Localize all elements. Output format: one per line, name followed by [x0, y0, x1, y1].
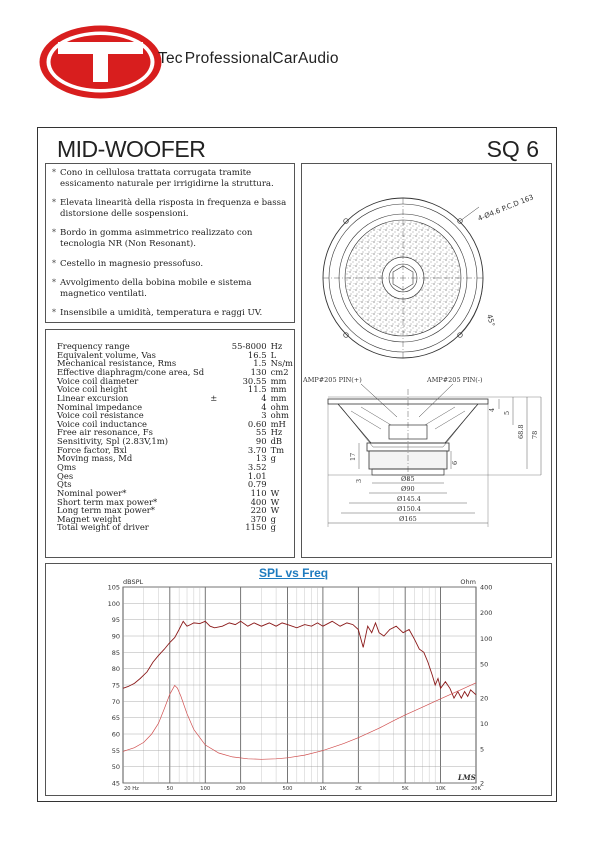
x-tick-label: 20 Hz: [124, 786, 139, 792]
y-tick-label-left: 65: [111, 714, 120, 723]
spec-unit: g: [270, 453, 276, 464]
spec-value: 4: [261, 392, 267, 403]
spec-tolerance: ±: [210, 392, 218, 403]
spec-unit: L: [270, 349, 277, 360]
dim-bottom: Ø145.4: [397, 495, 421, 503]
dim-right: 78: [531, 430, 539, 439]
technical-drawing: [301, 163, 552, 558]
spec-tolerance: [204, 359, 223, 368]
spec-value: 11.5: [247, 384, 267, 395]
spec-unit: mm: [270, 375, 287, 386]
spec-label: Short term max power*: [57, 496, 158, 507]
spec-value: 55: [255, 427, 267, 438]
spec-value: 0.79: [247, 479, 267, 490]
feature-item: * Bordo in gomma asimmetrico realizzato con tecnologia NR (Non Resonant).: [52, 228, 288, 249]
pin-plus-label: AMP#205 PIN(+): [303, 376, 362, 384]
spec-label: Total weight of driver: [57, 522, 149, 533]
y-tick-label-left: 90: [111, 632, 120, 641]
dim-left: 3: [355, 478, 363, 483]
spec-unit: g: [270, 513, 276, 524]
spec-value: 370: [250, 513, 267, 524]
spec-value: 130: [250, 366, 267, 377]
spec-value: 1.01: [247, 470, 267, 481]
y-tick-label-left: 45: [111, 779, 120, 788]
spec-value: 1150: [245, 522, 267, 533]
y-axis-label-right: Ohm: [460, 578, 476, 586]
spec-tolerance: [204, 402, 223, 411]
spec-tolerance: [204, 523, 223, 532]
spec-tolerance: [204, 472, 223, 481]
x-tick-label: 1K: [319, 786, 327, 792]
product-model: SQ 6: [486, 136, 539, 162]
spec-value: 4: [261, 401, 267, 412]
feature-item: * Avvolgimento della bobina mobile e sistema magnetico ventilati.: [52, 278, 288, 299]
spec-tolerance: [204, 489, 223, 498]
x-tick-label: 200: [235, 786, 246, 792]
spec-tolerance: [204, 342, 223, 351]
x-tick-label: 5K: [401, 786, 409, 792]
y-tick-label-left: 95: [111, 616, 120, 625]
spec-label: Qts: [57, 479, 72, 490]
spec-unit: Hz: [270, 427, 283, 438]
y-tick-label-left: 100: [107, 599, 120, 608]
spec-label: Voice coil height: [57, 384, 128, 395]
spec-tolerance: [204, 454, 223, 463]
spec-label: Force factor, Bxl: [57, 444, 127, 455]
dim-bottom: Ø150.4: [397, 505, 421, 513]
spec-label: Voice coil inductance: [57, 418, 147, 429]
spec-unit: Tm: [270, 444, 285, 455]
spec-value: 55-8000: [231, 341, 267, 352]
y-tick-label-right: 50: [480, 660, 489, 669]
x-tick-label: 20K: [470, 786, 482, 792]
spec-value: 3.52: [247, 461, 267, 472]
spec-value: 220: [250, 505, 267, 516]
y-tick-label-left: 75: [111, 681, 120, 690]
y-tick-label-left: 70: [111, 697, 120, 706]
spec-value: 13: [255, 453, 267, 464]
spec-unit: Ns/m: [270, 358, 293, 369]
spec-unit: mm: [270, 384, 287, 395]
x-tick-label: 2K: [354, 786, 362, 792]
spec-label: Qms: [57, 461, 77, 472]
spec-unit: cm2: [270, 366, 289, 377]
spec-label: Nominal impedance: [57, 401, 143, 412]
features-box: [45, 163, 295, 323]
spec-label: Long term max power*: [57, 505, 155, 516]
y-tick-label-right: 10: [480, 719, 489, 728]
spec-value: 16.5: [247, 349, 267, 360]
spec-label: Effective diaphragm/cone area, Sd: [57, 366, 205, 377]
brand-tec: Tec: [158, 50, 183, 67]
spec-value: 1.5: [253, 358, 267, 369]
spec-value: 0.60: [247, 418, 267, 429]
y-tick-label-left: 50: [111, 763, 120, 772]
chart-title: SPL vs Freq: [259, 566, 329, 580]
spec-value: 90: [255, 436, 267, 447]
spec-label: Frequency range: [57, 341, 130, 352]
spl-chart: [45, 563, 552, 796]
spec-tolerance: [204, 420, 223, 429]
specs-table: [57, 342, 294, 532]
y-tick-label-left: 80: [111, 665, 120, 674]
spec-tolerance: [204, 437, 223, 446]
dim-right: 68.8: [517, 424, 525, 439]
brand-name: [158, 50, 339, 68]
specs-box: [45, 329, 295, 558]
y-tick-label-left: 85: [111, 648, 120, 657]
spec-tolerance: [204, 368, 223, 377]
dim-right: 5: [503, 410, 511, 415]
spec-tolerance: [204, 351, 223, 360]
front-view: [323, 198, 483, 358]
dim-bottom: Ø165: [399, 515, 417, 523]
spec-tolerance: [204, 463, 223, 472]
spec-value: 3: [261, 410, 267, 421]
spec-label: Voice coil diameter: [57, 375, 139, 386]
y-tick-label-left: 60: [111, 730, 120, 739]
spec-tolerance: [204, 515, 223, 524]
spec-unit: [271, 463, 294, 472]
pcd-label: 4-Ø4.6 P.C.D 163: [476, 193, 535, 223]
dim-bottom: Ø85: [401, 475, 415, 483]
spec-unit: Hz: [270, 341, 283, 352]
spec-label: Moving mass, Md: [57, 453, 133, 464]
y-tick-label-right: 100: [480, 634, 493, 643]
brand-logo: [38, 24, 163, 100]
feature-item: * Cestello in magnesio pressofuso.: [52, 259, 288, 270]
product-title: MID-WOOFER: [57, 136, 206, 162]
spec-tolerance: [204, 411, 223, 420]
spec-label: Linear excursion: [57, 392, 129, 403]
spec-label: Sensitivity, Spl (2.83V,1m): [57, 436, 168, 447]
spec-unit: W: [270, 505, 280, 516]
spec-unit: W: [270, 496, 280, 507]
spec-unit: dB: [270, 436, 283, 447]
spec-tolerance: [204, 480, 223, 489]
spec-label: Nominal power*: [57, 487, 127, 498]
feature-item: * Cono in cellulosa trattata corrugata tramite essicamento naturale per irrigidirne la struttura.: [52, 168, 288, 189]
spec-value: 110: [250, 487, 267, 498]
side-view: [328, 384, 541, 527]
y-tick-label-right: 20: [480, 694, 489, 703]
spec-unit: [271, 472, 294, 481]
feature-item: * Insensibile a umidità, temperatura e raggi UV.: [52, 308, 288, 319]
spec-tolerance: [204, 498, 223, 507]
y-tick-label-right: 200: [480, 609, 493, 618]
dim-right: 4: [488, 407, 496, 412]
spec-unit: W: [270, 487, 280, 498]
y-tick-label-right: 400: [480, 583, 493, 592]
spec-value: 3.70: [247, 444, 267, 455]
feature-item: * Elevata linearità della risposta in frequenza e bassa distorsione delle sospensioni.: [52, 198, 288, 219]
spec-label: Magnet weight: [57, 513, 122, 524]
dim-left: 17: [349, 452, 357, 461]
spec-unit: ohm: [270, 401, 289, 412]
spec-label: Voice coil resistance: [57, 410, 144, 421]
spec-tolerance: [204, 446, 223, 455]
y-tick-label-right: 2: [480, 779, 485, 788]
x-tick-label: 50: [166, 786, 174, 792]
angle-label: 45°: [485, 313, 497, 328]
spec-unit: mm: [270, 392, 287, 403]
pin-minus-label: AMP#205 PIN(-): [427, 376, 483, 384]
spec-tolerance: [204, 506, 223, 515]
spec-label: Qes: [57, 470, 74, 481]
spec-unit: mH: [270, 418, 286, 429]
spec-label: Mechanical resistance, Rms: [57, 358, 177, 369]
spec-row: [57, 523, 294, 532]
spec-label: Free air resonance, Fs: [57, 427, 153, 438]
spec-value: 400: [250, 496, 267, 507]
spec-label: Equivalent volume, Vas: [57, 349, 156, 360]
spec-tolerance: [204, 377, 223, 386]
spec-unit: ohm: [270, 410, 289, 421]
x-tick-label: 10K: [435, 786, 446, 792]
y-axis-label-left: dBSPL: [123, 578, 144, 586]
y-tick-label-left: 105: [107, 583, 120, 592]
spec-unit: g: [270, 522, 276, 533]
brand-tagline: ProfessionalCarAudio: [184, 50, 339, 67]
dim-left: 6: [451, 460, 459, 465]
spec-tolerance: [204, 428, 223, 437]
y-tick-label-right: 5: [480, 745, 485, 754]
y-tick-label-left: 55: [111, 746, 120, 755]
lms-logo: LMS: [458, 773, 476, 782]
spec-value: 30.55: [242, 375, 267, 386]
x-tick-label: 100: [200, 786, 211, 792]
dim-bottom: Ø90: [401, 485, 415, 493]
x-tick-label: 500: [282, 786, 293, 792]
